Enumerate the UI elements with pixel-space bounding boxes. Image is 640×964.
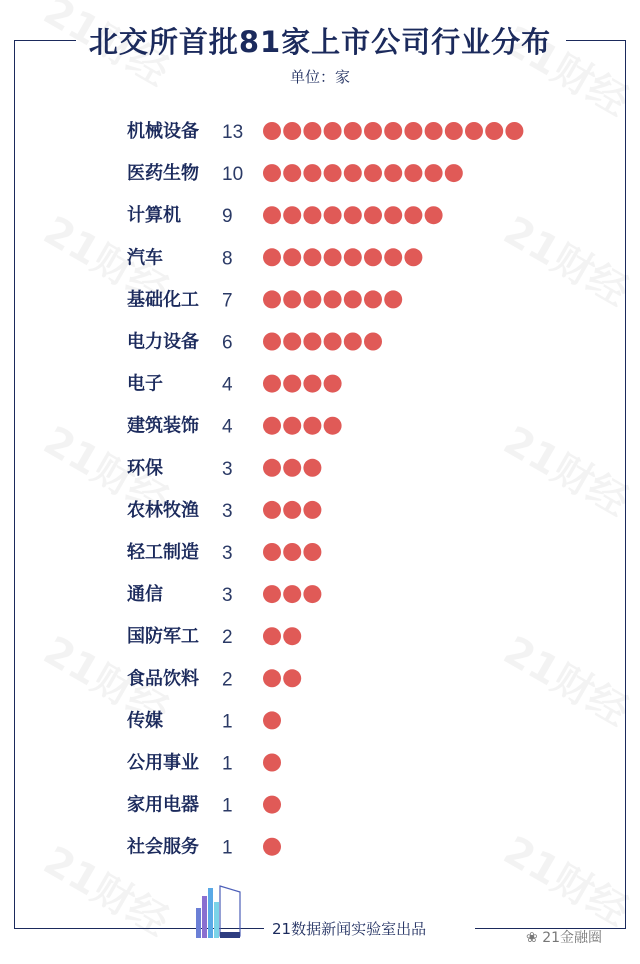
data-dot — [384, 122, 402, 140]
data-dot — [384, 290, 402, 308]
data-dot — [263, 711, 281, 729]
data-dot — [324, 417, 342, 435]
data-dot — [263, 206, 281, 224]
data-dot — [364, 164, 382, 182]
data-dot — [324, 164, 342, 182]
data-dot — [283, 375, 301, 393]
data-dot — [283, 164, 301, 182]
data-dot — [445, 122, 463, 140]
data-dot — [263, 290, 281, 308]
value-label: 2 — [222, 627, 233, 649]
category-label: 汽车 — [127, 247, 163, 269]
data-dot — [263, 122, 281, 140]
category-label: 传媒 — [127, 710, 163, 732]
data-dot — [364, 290, 382, 308]
data-dot — [485, 122, 503, 140]
data-dot — [263, 754, 281, 772]
data-news-lab-logo-icon — [196, 882, 244, 940]
data-dot — [263, 669, 281, 687]
data-dot — [283, 669, 301, 687]
data-dot — [303, 543, 321, 561]
data-dot — [344, 122, 362, 140]
category-label: 电力设备 — [127, 331, 199, 353]
value-label: 6 — [222, 332, 233, 354]
value-label: 9 — [222, 206, 233, 228]
data-dot — [283, 417, 301, 435]
data-dot — [283, 333, 301, 351]
data-dot — [303, 290, 321, 308]
value-label: 3 — [222, 585, 233, 607]
data-dot — [303, 122, 321, 140]
value-label: 3 — [222, 543, 233, 564]
value-label: 2 — [222, 669, 233, 691]
data-dot — [384, 164, 402, 182]
data-dot — [263, 459, 281, 477]
data-dot — [263, 501, 281, 519]
data-dot — [364, 248, 382, 266]
category-label: 国防军工 — [127, 626, 199, 648]
data-dot — [303, 164, 321, 182]
category-label: 环保 — [127, 457, 163, 479]
data-dot — [324, 375, 342, 393]
data-dot — [263, 375, 281, 393]
value-label: 8 — [222, 248, 233, 270]
data-dot — [344, 206, 362, 224]
category-label: 建筑装饰 — [127, 415, 199, 437]
data-dot — [263, 333, 281, 351]
data-dot — [263, 417, 281, 435]
data-dot — [344, 290, 362, 308]
data-dot — [344, 248, 362, 266]
data-dot — [283, 290, 301, 308]
data-dot — [263, 838, 281, 856]
credit-text: 21数据新闻实验室出品 — [272, 920, 427, 938]
category-label: 农林牧渔 — [127, 499, 199, 521]
category-label: 轻工制造 — [127, 542, 199, 563]
category-label: 医药生物 — [127, 163, 199, 185]
data-dot — [324, 333, 342, 351]
wechat-icon: ❀ — [526, 930, 538, 946]
category-label: 社会服务 — [127, 836, 199, 858]
data-dot — [344, 333, 362, 351]
data-dot — [425, 206, 443, 224]
data-dot — [263, 248, 281, 266]
data-dot — [324, 248, 342, 266]
data-dot — [324, 290, 342, 308]
data-dot — [324, 206, 342, 224]
category-label: 公用事业 — [127, 752, 199, 774]
data-dot — [303, 248, 321, 266]
data-dot — [364, 122, 382, 140]
value-label: 1 — [222, 753, 233, 775]
category-label: 计算机 — [127, 205, 181, 227]
value-label: 4 — [222, 374, 233, 396]
wechat-account-label: 21金融圈 — [542, 930, 603, 946]
data-dot — [404, 248, 422, 266]
value-label: 10 — [222, 164, 244, 186]
data-dot — [303, 206, 321, 224]
category-label: 家用电器 — [127, 794, 199, 816]
data-dot — [283, 459, 301, 477]
data-dot — [303, 459, 321, 477]
data-dot — [364, 206, 382, 224]
data-dot — [303, 585, 321, 603]
data-dot — [303, 333, 321, 351]
data-dot — [404, 164, 422, 182]
data-dot — [283, 501, 301, 519]
data-dot — [283, 122, 301, 140]
data-dot — [425, 122, 443, 140]
value-label: 1 — [222, 795, 233, 817]
category-label: 机械设备 — [127, 121, 199, 142]
data-dot — [283, 543, 301, 561]
value-label: 7 — [222, 290, 233, 312]
value-label: 4 — [222, 416, 233, 438]
data-dot — [303, 501, 321, 519]
category-label: 电子 — [127, 373, 163, 395]
data-dot — [283, 206, 301, 224]
data-dot — [263, 796, 281, 814]
data-dot — [263, 543, 281, 561]
data-dot — [425, 164, 443, 182]
data-dot — [263, 164, 281, 182]
category-label: 通信 — [127, 584, 163, 606]
data-dot — [283, 627, 301, 645]
category-label: 食品饮料 — [127, 668, 199, 690]
data-dot — [445, 164, 463, 182]
data-dot — [404, 206, 422, 224]
chart-unit-label: 单位：家 — [289, 68, 350, 86]
data-dot — [344, 164, 362, 182]
data-dot — [283, 585, 301, 603]
data-dot — [404, 122, 422, 140]
data-dot — [303, 417, 321, 435]
value-label: 3 — [222, 500, 233, 522]
data-dot — [465, 122, 483, 140]
data-dot — [384, 206, 402, 224]
chart-title: 北交所首批81家上市公司行业分布 — [88, 25, 552, 59]
data-dot — [263, 627, 281, 645]
data-dot — [303, 375, 321, 393]
value-label: 13 — [222, 122, 244, 143]
data-dot — [364, 333, 382, 351]
data-dot — [505, 122, 523, 140]
value-label: 1 — [222, 711, 233, 733]
category-label: 基础化工 — [127, 289, 199, 311]
data-dot — [263, 585, 281, 603]
value-label: 1 — [222, 837, 233, 859]
wechat-account — [526, 927, 602, 947]
data-dot — [283, 248, 301, 266]
value-label: 3 — [222, 458, 233, 480]
data-dot — [324, 122, 342, 140]
data-dot — [384, 248, 402, 266]
